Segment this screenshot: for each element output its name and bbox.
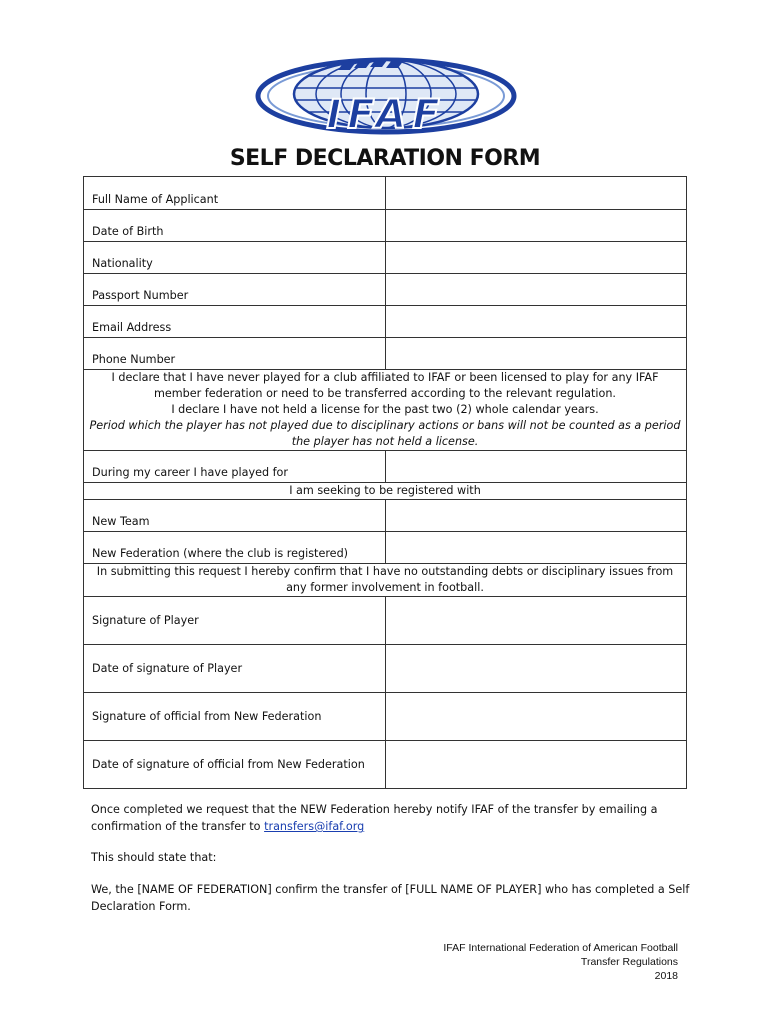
confirmation-row xyxy=(84,564,687,597)
form-row-full-name xyxy=(84,177,687,210)
form-row-new-team xyxy=(84,500,687,532)
regulations-line-2: Transfer Regulations xyxy=(580,956,678,968)
form-row-signature-date-official xyxy=(84,741,687,789)
passport-number-input[interactable] xyxy=(386,274,687,306)
form-row-date-of-birth xyxy=(84,210,687,242)
form-row-career xyxy=(84,451,687,483)
field-label: Nationality xyxy=(84,242,386,274)
player-signature-input[interactable] xyxy=(386,597,687,645)
field-label: During my career I have played for xyxy=(84,451,386,483)
new-federation-input[interactable] xyxy=(386,532,687,564)
form-row-new-federation xyxy=(84,532,687,564)
seeking-label: I am seeking to be registered with xyxy=(84,483,687,500)
regulations-footer xyxy=(443,941,678,983)
form-row-email-address xyxy=(84,306,687,338)
statement-text: We, the [NAME OF FEDERATION] confirm the transfer of [FULL NAME OF PLAYER] who has completed a Self Declaration Form. xyxy=(91,883,690,913)
field-label: Date of signature of Player xyxy=(84,645,386,693)
official-signature-input[interactable] xyxy=(386,693,687,741)
form-row-signature-official xyxy=(84,693,687,741)
notify-instructions xyxy=(91,801,691,835)
career-clubs-input[interactable] xyxy=(386,451,687,483)
email-address-input[interactable] xyxy=(386,306,687,338)
nationality-input[interactable] xyxy=(386,242,687,274)
field-label: Passport Number xyxy=(84,274,386,306)
declaration-line-1: I declare that I have never played for a club affiliated to IFAF or been licensed to play for any IFAF member federation or need to be transferred according to the relevant regulation. xyxy=(111,371,659,400)
new-team-input[interactable] xyxy=(386,500,687,532)
declaration-line-2: I declare I have not held a license for the past two (2) whole calendar years. xyxy=(171,403,599,416)
full-name-input[interactable] xyxy=(386,177,687,210)
form-row-nationality xyxy=(84,242,687,274)
form-row-signature-player xyxy=(84,597,687,645)
field-label: Signature of Player xyxy=(84,597,386,645)
transfer-email-link[interactable]: transfers@ifaf.org xyxy=(264,820,365,833)
declaration-row xyxy=(84,370,687,451)
field-label: Phone Number xyxy=(84,338,386,370)
field-label: New Team xyxy=(84,500,386,532)
declaration-form-table xyxy=(83,176,687,789)
page-title: SELF DECLARATION FORM xyxy=(229,146,541,171)
confirmation-text: In submitting this request I hereby confirm that I have no outstanding debts or disciplinary issues from any former involvement in football. xyxy=(84,564,687,597)
player-signature-date-input[interactable] xyxy=(386,645,687,693)
declaration-italic-note: Period which the player has not played due to disciplinary actions or bans will not be counted as a period the player has not held a license. xyxy=(89,419,681,448)
form-row-passport-number xyxy=(84,274,687,306)
field-label: Signature of official from New Federation xyxy=(84,693,386,741)
ifaf-logo xyxy=(252,50,520,136)
form-row-signature-date-player xyxy=(84,645,687,693)
regulations-line-3: 2018 xyxy=(654,970,678,982)
field-label: Date of signature of official from New Federation xyxy=(84,741,386,789)
logo-text: IFAF xyxy=(326,92,446,136)
field-label: New Federation (where the club is registered) xyxy=(84,532,386,564)
phone-number-input[interactable] xyxy=(386,338,687,370)
notify-text: Once completed we request that the NEW Federation hereby notify IFAF of the transfer by emailing a confirmation of the transfer to xyxy=(91,803,658,833)
date-of-birth-input[interactable] xyxy=(386,210,687,242)
declaration-text xyxy=(84,370,687,451)
state-text: This should state that: xyxy=(91,851,217,864)
form-row-phone-number xyxy=(84,338,687,370)
official-signature-date-input[interactable] xyxy=(386,741,687,789)
seeking-row xyxy=(84,483,687,500)
field-label: Date of Birth xyxy=(84,210,386,242)
field-label: Email Address xyxy=(84,306,386,338)
regulations-line-1: IFAF International Federation of American Football xyxy=(443,942,678,954)
field-label: Full Name of Applicant xyxy=(84,177,386,210)
